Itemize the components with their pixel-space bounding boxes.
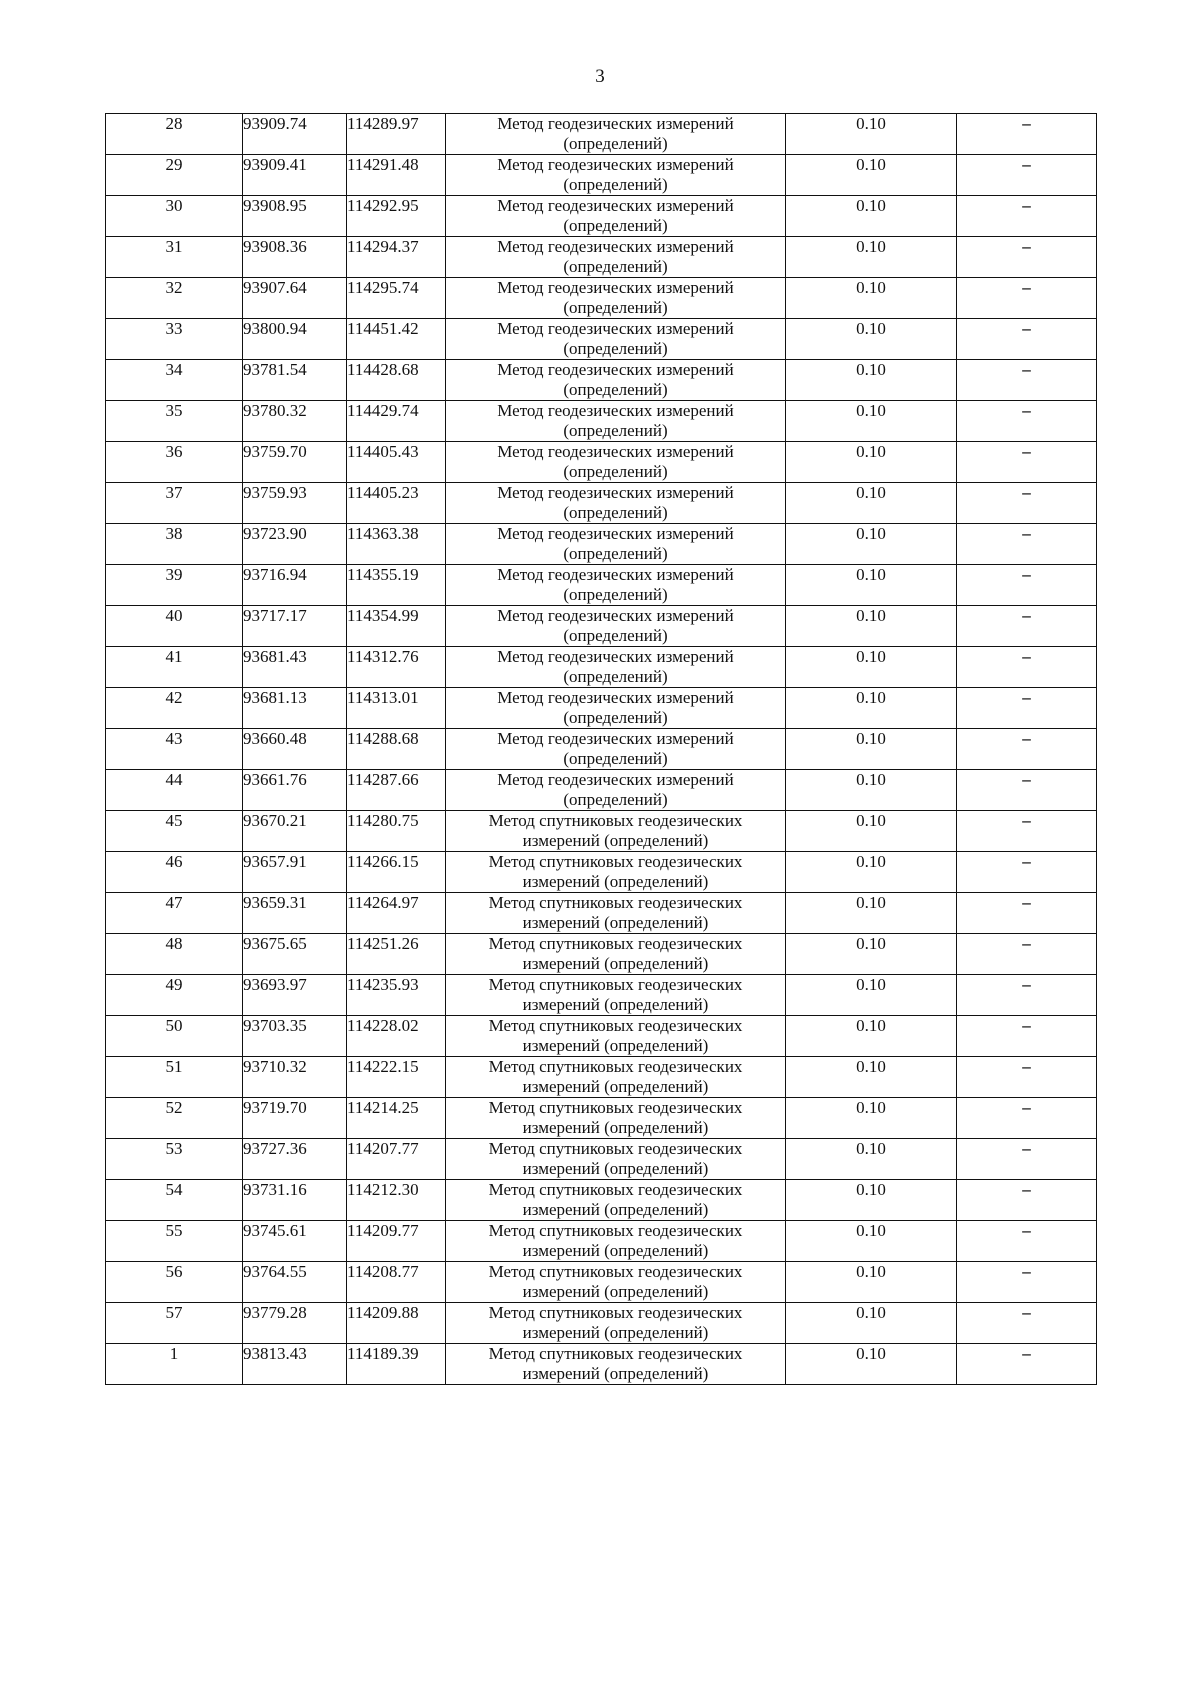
- table-row: [106, 442, 1097, 483]
- accuracy-cell: 0.10: [786, 360, 957, 401]
- accuracy-cell: 0.10: [786, 852, 957, 893]
- method-line-1: Метод геодезических измерений: [497, 401, 734, 420]
- point-number-cell: 43: [106, 729, 243, 770]
- method-line-2: (определений): [563, 708, 668, 727]
- y-coordinate-cell: 114451.42: [347, 319, 446, 360]
- x-coordinate-cell: 93780.32: [243, 401, 347, 442]
- accuracy-cell: 0.10: [786, 1139, 957, 1180]
- method-line-1: Метод геодезических измерений: [497, 688, 734, 707]
- method-cell: [446, 1303, 786, 1344]
- method-line-1: Метод спутниковых геодезических: [488, 852, 743, 871]
- point-number-cell: 57: [106, 1303, 243, 1344]
- method-line-1: Метод спутниковых геодезических: [488, 1139, 743, 1158]
- accuracy-cell: 0.10: [786, 278, 957, 319]
- table-row: [106, 770, 1097, 811]
- table-row: [106, 565, 1097, 606]
- table-row: [106, 1344, 1097, 1385]
- method-line-2: измерений (определений): [522, 913, 709, 932]
- method-line-1: Метод геодезических измерений: [497, 155, 734, 174]
- y-coordinate-cell: 114405.23: [347, 483, 446, 524]
- point-number-cell: 47: [106, 893, 243, 934]
- note-cell: –: [957, 811, 1097, 852]
- y-coordinate-cell: 114291.48: [347, 155, 446, 196]
- point-number-cell: 34: [106, 360, 243, 401]
- method-line-1: Метод геодезических измерений: [497, 770, 734, 789]
- point-number-cell: 35: [106, 401, 243, 442]
- y-coordinate-cell: 114209.88: [347, 1303, 446, 1344]
- y-coordinate-cell: 114214.25: [347, 1098, 446, 1139]
- method-line-1: Метод спутниковых геодезических: [488, 1057, 743, 1076]
- point-number-cell: 42: [106, 688, 243, 729]
- method-line-2: измерений (определений): [522, 1036, 709, 1055]
- point-number-cell: 55: [106, 1221, 243, 1262]
- accuracy-cell: 0.10: [786, 1221, 957, 1262]
- method-line-2: (определений): [563, 421, 668, 440]
- note-cell: –: [957, 360, 1097, 401]
- method-cell: [446, 1098, 786, 1139]
- y-coordinate-cell: 114429.74: [347, 401, 446, 442]
- x-coordinate-cell: 93759.93: [243, 483, 347, 524]
- table-row: [106, 1262, 1097, 1303]
- table-body: [106, 114, 1097, 1385]
- note-cell: –: [957, 524, 1097, 565]
- y-coordinate-cell: 114428.68: [347, 360, 446, 401]
- accuracy-cell: 0.10: [786, 647, 957, 688]
- accuracy-cell: 0.10: [786, 524, 957, 565]
- x-coordinate-cell: 93908.95: [243, 196, 347, 237]
- table-row: [106, 893, 1097, 934]
- accuracy-cell: 0.10: [786, 483, 957, 524]
- note-cell: –: [957, 647, 1097, 688]
- accuracy-cell: 0.10: [786, 237, 957, 278]
- method-line-2: (определений): [563, 298, 668, 317]
- x-coordinate-cell: 93909.41: [243, 155, 347, 196]
- method-line-2: (определений): [563, 544, 668, 563]
- x-coordinate-cell: 93710.32: [243, 1057, 347, 1098]
- method-line-2: (определений): [563, 380, 668, 399]
- method-line-2: (определений): [563, 790, 668, 809]
- accuracy-cell: 0.10: [786, 934, 957, 975]
- point-number-cell: 33: [106, 319, 243, 360]
- coordinates-table: [105, 113, 1097, 1385]
- note-cell: –: [957, 1057, 1097, 1098]
- method-line-2: измерений (определений): [522, 831, 709, 850]
- table-row: [106, 319, 1097, 360]
- accuracy-cell: 0.10: [786, 442, 957, 483]
- method-cell: [446, 688, 786, 729]
- x-coordinate-cell: 93800.94: [243, 319, 347, 360]
- note-cell: –: [957, 934, 1097, 975]
- method-cell: [446, 319, 786, 360]
- method-cell: [446, 565, 786, 606]
- table-row: [106, 811, 1097, 852]
- point-number-cell: 48: [106, 934, 243, 975]
- accuracy-cell: 0.10: [786, 893, 957, 934]
- method-line-1: Метод геодезических измерений: [497, 196, 734, 215]
- y-coordinate-cell: 114228.02: [347, 1016, 446, 1057]
- table-row: [106, 934, 1097, 975]
- y-coordinate-cell: 114266.15: [347, 852, 446, 893]
- note-cell: –: [957, 852, 1097, 893]
- note-cell: –: [957, 483, 1097, 524]
- y-coordinate-cell: 114405.43: [347, 442, 446, 483]
- point-number-cell: 1: [106, 1344, 243, 1385]
- method-cell: [446, 975, 786, 1016]
- x-coordinate-cell: 93661.76: [243, 770, 347, 811]
- table-row: [106, 729, 1097, 770]
- method-line-1: Метод геодезических измерений: [497, 360, 734, 379]
- table-row: [106, 1180, 1097, 1221]
- y-coordinate-cell: 114288.68: [347, 729, 446, 770]
- table-row: [106, 606, 1097, 647]
- note-cell: –: [957, 565, 1097, 606]
- accuracy-cell: 0.10: [786, 1344, 957, 1385]
- point-number-cell: 46: [106, 852, 243, 893]
- table-row: [106, 360, 1097, 401]
- x-coordinate-cell: 93723.90: [243, 524, 347, 565]
- method-cell: [446, 524, 786, 565]
- table-row: [106, 114, 1097, 155]
- table-row: [106, 647, 1097, 688]
- x-coordinate-cell: 93703.35: [243, 1016, 347, 1057]
- note-cell: –: [957, 1344, 1097, 1385]
- method-line-2: (определений): [563, 257, 668, 276]
- method-cell: [446, 647, 786, 688]
- point-number-cell: 29: [106, 155, 243, 196]
- note-cell: –: [957, 155, 1097, 196]
- method-line-1: Метод спутниковых геодезических: [488, 1180, 743, 1199]
- method-cell: [446, 1139, 786, 1180]
- y-coordinate-cell: 114209.77: [347, 1221, 446, 1262]
- y-coordinate-cell: 114312.76: [347, 647, 446, 688]
- accuracy-cell: 0.10: [786, 1016, 957, 1057]
- x-coordinate-cell: 93675.65: [243, 934, 347, 975]
- method-cell: [446, 1221, 786, 1262]
- method-line-2: измерений (определений): [522, 1323, 709, 1342]
- note-cell: –: [957, 401, 1097, 442]
- method-cell: [446, 934, 786, 975]
- x-coordinate-cell: 93659.31: [243, 893, 347, 934]
- method-cell: [446, 196, 786, 237]
- method-line-2: измерений (определений): [522, 995, 709, 1014]
- table-row: [106, 1139, 1097, 1180]
- accuracy-cell: 0.10: [786, 401, 957, 442]
- note-cell: –: [957, 114, 1097, 155]
- table-row: [106, 1303, 1097, 1344]
- method-line-2: (определений): [563, 749, 668, 768]
- method-line-2: (определений): [563, 134, 668, 153]
- method-line-1: Метод спутниковых геодезических: [488, 934, 743, 953]
- y-coordinate-cell: 114292.95: [347, 196, 446, 237]
- table-row: [106, 688, 1097, 729]
- note-cell: –: [957, 1180, 1097, 1221]
- x-coordinate-cell: 93745.61: [243, 1221, 347, 1262]
- method-cell: [446, 1180, 786, 1221]
- table-row: [106, 401, 1097, 442]
- x-coordinate-cell: 93731.16: [243, 1180, 347, 1221]
- method-line-2: (определений): [563, 216, 668, 235]
- y-coordinate-cell: 114189.39: [347, 1344, 446, 1385]
- x-coordinate-cell: 93781.54: [243, 360, 347, 401]
- method-line-2: измерений (определений): [522, 954, 709, 973]
- method-line-2: (определений): [563, 175, 668, 194]
- method-cell: [446, 483, 786, 524]
- y-coordinate-cell: 114235.93: [347, 975, 446, 1016]
- method-line-1: Метод геодезических измерений: [497, 524, 734, 543]
- x-coordinate-cell: 93717.17: [243, 606, 347, 647]
- table-row: [106, 196, 1097, 237]
- note-cell: –: [957, 606, 1097, 647]
- point-number-cell: 32: [106, 278, 243, 319]
- note-cell: –: [957, 1016, 1097, 1057]
- note-cell: –: [957, 1262, 1097, 1303]
- method-line-2: измерений (определений): [522, 1200, 709, 1219]
- accuracy-cell: 0.10: [786, 565, 957, 606]
- y-coordinate-cell: 114355.19: [347, 565, 446, 606]
- point-number-cell: 40: [106, 606, 243, 647]
- accuracy-cell: 0.10: [786, 196, 957, 237]
- note-cell: –: [957, 729, 1097, 770]
- method-line-2: (определений): [563, 667, 668, 686]
- method-line-1: Метод геодезических измерений: [497, 606, 734, 625]
- note-cell: –: [957, 975, 1097, 1016]
- accuracy-cell: 0.10: [786, 811, 957, 852]
- y-coordinate-cell: 114280.75: [347, 811, 446, 852]
- accuracy-cell: 0.10: [786, 155, 957, 196]
- method-line-2: измерений (определений): [522, 1364, 709, 1383]
- note-cell: –: [957, 688, 1097, 729]
- note-cell: –: [957, 1139, 1097, 1180]
- point-number-cell: 49: [106, 975, 243, 1016]
- accuracy-cell: 0.10: [786, 1098, 957, 1139]
- point-number-cell: 51: [106, 1057, 243, 1098]
- x-coordinate-cell: 93716.94: [243, 565, 347, 606]
- point-number-cell: 54: [106, 1180, 243, 1221]
- method-cell: [446, 770, 786, 811]
- table-row: [106, 483, 1097, 524]
- method-line-2: (определений): [563, 503, 668, 522]
- accuracy-cell: 0.10: [786, 1180, 957, 1221]
- note-cell: –: [957, 1303, 1097, 1344]
- method-line-1: Метод спутниковых геодезических: [488, 811, 743, 830]
- x-coordinate-cell: 93759.70: [243, 442, 347, 483]
- point-number-cell: 36: [106, 442, 243, 483]
- y-coordinate-cell: 114295.74: [347, 278, 446, 319]
- method-cell: [446, 1016, 786, 1057]
- point-number-cell: 41: [106, 647, 243, 688]
- method-line-1: Метод геодезических измерений: [497, 442, 734, 461]
- table-row: [106, 524, 1097, 565]
- y-coordinate-cell: 114212.30: [347, 1180, 446, 1221]
- method-line-1: Метод геодезических измерений: [497, 565, 734, 584]
- method-cell: [446, 606, 786, 647]
- page-number: 3: [595, 66, 605, 87]
- point-number-cell: 39: [106, 565, 243, 606]
- method-line-1: Метод спутниковых геодезических: [488, 1098, 743, 1117]
- method-cell: [446, 811, 786, 852]
- method-cell: [446, 1057, 786, 1098]
- accuracy-cell: 0.10: [786, 1303, 957, 1344]
- y-coordinate-cell: 114313.01: [347, 688, 446, 729]
- method-cell: [446, 893, 786, 934]
- method-line-1: Метод геодезических измерений: [497, 114, 734, 133]
- note-cell: –: [957, 278, 1097, 319]
- point-number-cell: 37: [106, 483, 243, 524]
- x-coordinate-cell: 93660.48: [243, 729, 347, 770]
- accuracy-cell: 0.10: [786, 606, 957, 647]
- table-row: [106, 155, 1097, 196]
- x-coordinate-cell: 93907.64: [243, 278, 347, 319]
- accuracy-cell: 0.10: [786, 975, 957, 1016]
- note-cell: –: [957, 770, 1097, 811]
- method-line-2: измерений (определений): [522, 1241, 709, 1260]
- point-number-cell: 53: [106, 1139, 243, 1180]
- method-cell: [446, 729, 786, 770]
- method-line-2: измерений (определений): [522, 872, 709, 891]
- accuracy-cell: 0.10: [786, 114, 957, 155]
- method-cell: [446, 852, 786, 893]
- x-coordinate-cell: 93779.28: [243, 1303, 347, 1344]
- method-cell: [446, 278, 786, 319]
- note-cell: –: [957, 1221, 1097, 1262]
- table-row: [106, 1016, 1097, 1057]
- point-number-cell: 56: [106, 1262, 243, 1303]
- method-line-1: Метод геодезических измерений: [497, 729, 734, 748]
- accuracy-cell: 0.10: [786, 770, 957, 811]
- point-number-cell: 28: [106, 114, 243, 155]
- method-line-2: (определений): [563, 585, 668, 604]
- note-cell: –: [957, 1098, 1097, 1139]
- x-coordinate-cell: 93719.70: [243, 1098, 347, 1139]
- table-row: [106, 278, 1097, 319]
- method-line-1: Метод спутниковых геодезических: [488, 1344, 743, 1363]
- x-coordinate-cell: 93681.13: [243, 688, 347, 729]
- accuracy-cell: 0.10: [786, 319, 957, 360]
- y-coordinate-cell: 114287.66: [347, 770, 446, 811]
- method-line-1: Метод спутниковых геодезических: [488, 1262, 743, 1281]
- point-number-cell: 30: [106, 196, 243, 237]
- method-cell: [446, 360, 786, 401]
- y-coordinate-cell: 114294.37: [347, 237, 446, 278]
- note-cell: –: [957, 237, 1097, 278]
- method-cell: [446, 237, 786, 278]
- method-line-1: Метод спутниковых геодезических: [488, 1016, 743, 1035]
- y-coordinate-cell: 114289.97: [347, 114, 446, 155]
- point-number-cell: 44: [106, 770, 243, 811]
- note-cell: –: [957, 196, 1097, 237]
- point-number-cell: 50: [106, 1016, 243, 1057]
- accuracy-cell: 0.10: [786, 1057, 957, 1098]
- point-number-cell: 38: [106, 524, 243, 565]
- method-line-1: Метод геодезических измерений: [497, 483, 734, 502]
- y-coordinate-cell: 114251.26: [347, 934, 446, 975]
- x-coordinate-cell: 93681.43: [243, 647, 347, 688]
- y-coordinate-cell: 114354.99: [347, 606, 446, 647]
- x-coordinate-cell: 93813.43: [243, 1344, 347, 1385]
- y-coordinate-cell: 114363.38: [347, 524, 446, 565]
- y-coordinate-cell: 114264.97: [347, 893, 446, 934]
- method-line-1: Метод геодезических измерений: [497, 647, 734, 666]
- y-coordinate-cell: 114222.15: [347, 1057, 446, 1098]
- note-cell: –: [957, 893, 1097, 934]
- method-line-1: Метод геодезических измерений: [497, 278, 734, 297]
- y-coordinate-cell: 114208.77: [347, 1262, 446, 1303]
- table-row: [106, 1057, 1097, 1098]
- method-cell: [446, 155, 786, 196]
- table-row: [106, 237, 1097, 278]
- method-cell: [446, 1262, 786, 1303]
- x-coordinate-cell: 93908.36: [243, 237, 347, 278]
- method-line-2: измерений (определений): [522, 1282, 709, 1301]
- accuracy-cell: 0.10: [786, 688, 957, 729]
- x-coordinate-cell: 93670.21: [243, 811, 347, 852]
- method-line-2: измерений (определений): [522, 1077, 709, 1096]
- point-number-cell: 45: [106, 811, 243, 852]
- table-row: [106, 1221, 1097, 1262]
- method-line-1: Метод геодезических измерений: [497, 319, 734, 338]
- x-coordinate-cell: 93693.97: [243, 975, 347, 1016]
- x-coordinate-cell: 93909.74: [243, 114, 347, 155]
- method-line-2: измерений (определений): [522, 1159, 709, 1178]
- note-cell: –: [957, 442, 1097, 483]
- table-row: [106, 975, 1097, 1016]
- table-row: [106, 852, 1097, 893]
- method-line-2: (определений): [563, 626, 668, 645]
- method-line-1: Метод спутниковых геодезических: [488, 1303, 743, 1322]
- x-coordinate-cell: 93727.36: [243, 1139, 347, 1180]
- method-line-1: Метод спутниковых геодезических: [488, 975, 743, 994]
- method-cell: [446, 1344, 786, 1385]
- method-cell: [446, 114, 786, 155]
- method-line-1: Метод спутниковых геодезических: [488, 893, 743, 912]
- table-row: [106, 1098, 1097, 1139]
- method-cell: [446, 401, 786, 442]
- method-cell: [446, 442, 786, 483]
- method-line-2: (определений): [563, 339, 668, 358]
- y-coordinate-cell: 114207.77: [347, 1139, 446, 1180]
- method-line-2: измерений (определений): [522, 1118, 709, 1137]
- x-coordinate-cell: 93764.55: [243, 1262, 347, 1303]
- x-coordinate-cell: 93657.91: [243, 852, 347, 893]
- accuracy-cell: 0.10: [786, 1262, 957, 1303]
- method-line-2: (определений): [563, 462, 668, 481]
- accuracy-cell: 0.10: [786, 729, 957, 770]
- method-line-1: Метод геодезических измерений: [497, 237, 734, 256]
- point-number-cell: 52: [106, 1098, 243, 1139]
- point-number-cell: 31: [106, 237, 243, 278]
- note-cell: –: [957, 319, 1097, 360]
- method-line-1: Метод спутниковых геодезических: [488, 1221, 743, 1240]
